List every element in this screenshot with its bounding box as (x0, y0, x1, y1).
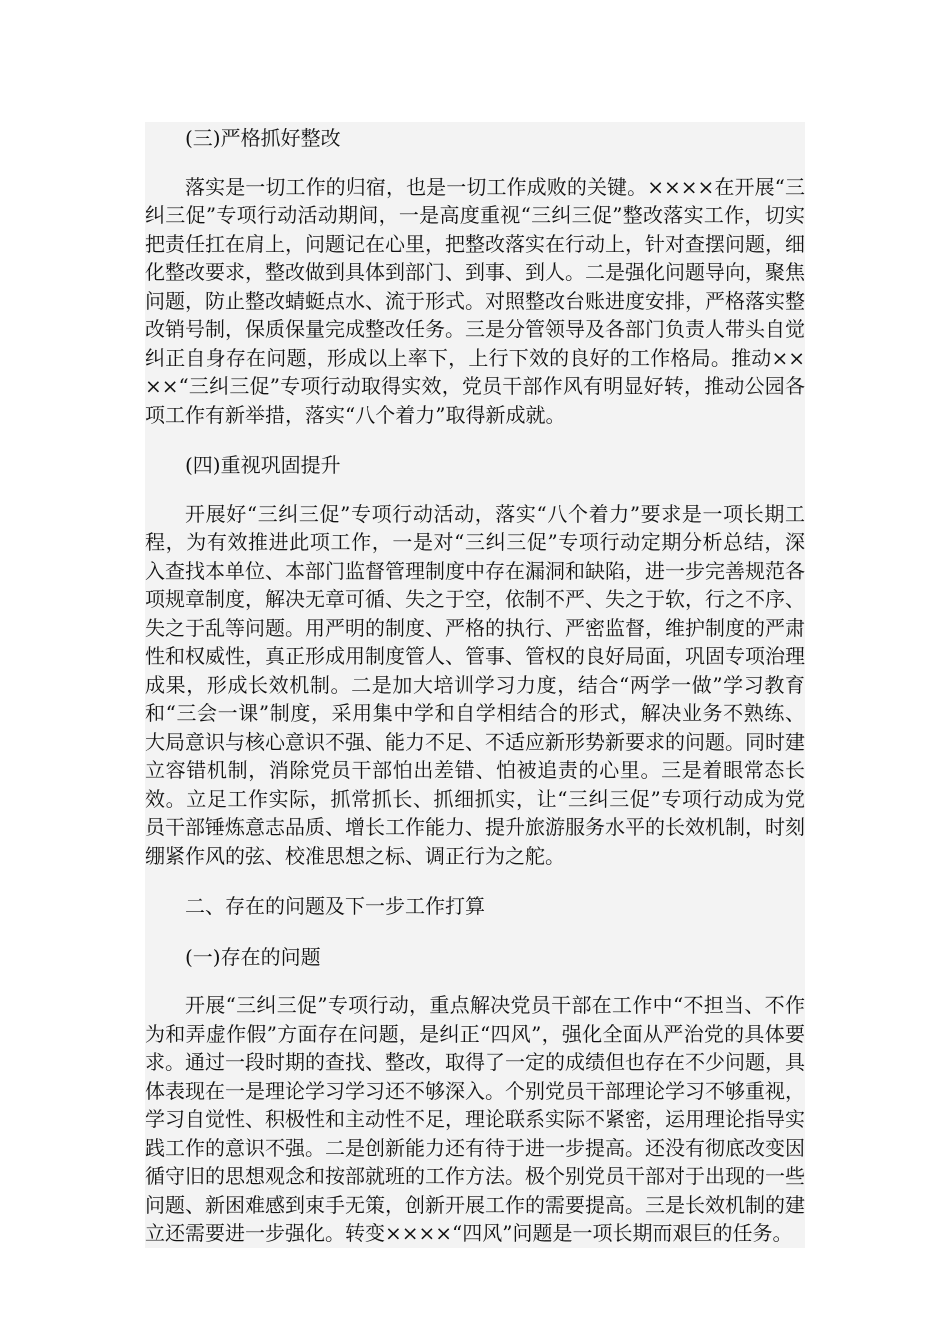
section-heading-1: (一)存在的问题 (185, 944, 321, 969)
section-heading-3: (三)严格抓好整改 (185, 126, 341, 150)
paragraph-problems: 开展“三纠三促”专项行动，重点解决党员干部在工作中“不担当、不作为和弄虚作假”方面存在问题，是纠正“四风”，强化全面从严治党的具体要求。通过一段时期的查找、整改，取得了一定的成绩但也存在不少问题，具体表现在一是理论学习学习还不够深入。个别党员干部理论学习不够重视，学习自觉性、积极性和主动性不足，理论联系实际不紧密，运用理论指导实践工作的意识不强。二是创新能力还有待于进一步提高。还没有彻底改变因循守旧的思想观念和按部就班的工作方法。极个别党员干部对于出现的一些问题、新困难感到束手无策，创新开展工作的需要提高。三是长效机制的建立还需要进一步强化。转变××××“四风”问题是一项长期而艰巨的任务。 (145, 993, 805, 1245)
section-heading-4: (四)重视巩固提升 (185, 453, 341, 477)
chapter-heading-2: 二、存在的问题及下一步工作打算 (185, 894, 485, 918)
paragraph-rectification: 落实是一切工作的归宿，也是一切工作成败的关键。××××在开展“三纠三促”专项行动活动期间，一是高度重视“三纠三促”整改落实工作，切实把责任扛在肩上，问题记在心里，把整改落实在行动上，针对查摆问题，细化整改要求，整改做到具体到部门、到事、到人。二是强化问题导向，聚焦问题，防止整改蜻蜓点水、流于形式。对照整改台账进度安排，严格落实整改销号制，保质保量完成整改任务。三是分管领导及各部门负责人带头自觉纠正自身存在问题，形成以上率下，上行下效的良好的工作格局。推动××××“三纠三促”专项行动取得实效，党员干部作风有明显好转，推动公园各项工作有新举措，落实“八个着力”取得新成就。 (145, 174, 805, 427)
document-body (145, 122, 805, 1248)
section-block (145, 122, 805, 1248)
paragraph-consolidation: 开展好“三纠三促”专项行动活动，落实“八个着力”要求是一项长期工程，为有效推进此项工作，一是对“三纠三促”专项行动定期分析总结，深入查找本单位、本部门监督管理制度中存在漏洞和缺陷，进一步完善规范各项规章制度，解决无章可循、失之于空，依制不严、失之于软，行之不序、失之于乱等问题。用严明的制度、严格的执行、严密监督，维护制度的严肃性和权威性，真正形成用制度管人、管事、管权的良好局面，巩固专项治理成果，形成长效机制。二是加大培训学习力度，结合“两学一做”学习教育和“三会一课”制度，采用集中学和自学相结合的形式，解决业务不熟练、大局意识与核心意识不强、能力不足、不适应新形势新要求的问题。同时建立容错机制，消除党员干部怕出差错、怕被追责的心里。三是着眼常态长效。立足工作实际，抓常抓长、抓细抓实，让“三纠三促”专项行动成为党员干部锤炼意志品质、增长工作能力、提升旅游服务水平的长效机制，时刻绷紧作风的弦、校准思想之标、调正行为之舵。 (145, 501, 805, 868)
